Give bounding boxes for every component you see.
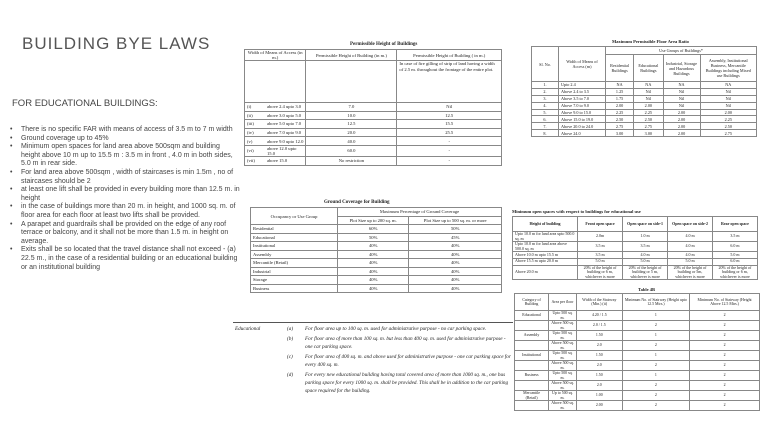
header-cell: Open space on side-1 — [623, 217, 668, 232]
table-cell: above 12.0 upto 15.0 — [265, 145, 306, 156]
table-cell: 60.0 — [306, 145, 397, 156]
header-cell: Plot Size up to 200 sq. m. — [338, 216, 409, 225]
table-cell: 2.50 — [700, 123, 756, 130]
coverage-table — [250, 207, 502, 293]
table-cell: 2.0m — [578, 232, 623, 242]
table-cell: Above 24.0 — [559, 130, 606, 137]
table-cell: 1.25 — [606, 88, 634, 95]
table-cell: 40% — [338, 276, 409, 285]
header-cell: Sl. No. — [532, 47, 559, 82]
table-cell: 50% — [409, 225, 502, 234]
item-label: (a) — [287, 326, 294, 332]
header-cell: Residential Buildings — [606, 55, 634, 82]
table-cell: NA — [606, 82, 634, 89]
header-cell: Rear open space — [712, 217, 757, 232]
table-cell: 3.00 — [606, 130, 634, 137]
table-cell: 2.00 — [576, 401, 622, 411]
coverage-table-caption: Ground Coverage for Building — [324, 200, 390, 205]
table-cell: Above 15.0 to 19.0 — [559, 116, 606, 123]
bullet-item: • Ground coverage up to 45% — [10, 135, 240, 144]
table-cell: above 15.0 — [265, 156, 306, 165]
table-row — [251, 250, 502, 259]
header-cell: Industrial, Storage and Hazardous Buildings — [663, 55, 700, 82]
table-cell: 2.00 — [663, 123, 700, 130]
table-cell: 5. — [532, 109, 559, 116]
table-cell: 40% — [338, 267, 409, 276]
table-row — [515, 341, 760, 351]
table-cell: 2.50 — [634, 116, 663, 123]
table-cell: 2.25 — [700, 116, 756, 123]
table-cell: 40% — [409, 259, 502, 268]
table-cell: 5.0 m — [712, 252, 757, 259]
header-cell: Width of Means of Access (m) — [559, 47, 606, 82]
table-cell: 2.00 — [663, 109, 700, 116]
item-text: For floor area up to 100 sq. m. used for administrative purpose - no car parking space. — [305, 326, 487, 332]
table-cell: 2.50 — [606, 116, 634, 123]
table-cell: 2 — [622, 361, 689, 371]
table-row — [245, 145, 502, 156]
header-cell: Width of Means of Access (in m.) — [245, 50, 306, 61]
table-cell: Mercantile (Retail) — [251, 259, 338, 268]
table-row — [513, 265, 758, 280]
table-cell: 4.20 / 1.5 — [576, 311, 622, 321]
header-cell: Maximum Percentage of Ground Coverage — [338, 208, 502, 217]
table-cell: 2.00 — [663, 116, 700, 123]
table-cell: Nil — [397, 103, 502, 112]
header-cell: Minimum No. of Stairway (Height Above 12.5 Mtrs.) — [690, 294, 760, 311]
table-cell: Business — [251, 284, 338, 293]
table-cell: 2 — [622, 381, 689, 391]
header-cell: Open space on side-2 — [668, 217, 713, 232]
table-cell: Educational — [515, 311, 549, 321]
table-cell: 3.5 m — [712, 232, 757, 242]
table-cell: 4.0 m — [623, 252, 668, 259]
header-cell: Area per floor — [549, 294, 577, 311]
table-cell: (i) — [245, 103, 266, 112]
table-row — [251, 233, 502, 242]
table-cell: 40% — [409, 284, 502, 293]
table-cell: 5.0 m — [578, 258, 623, 265]
table-cell: 20% of the height of building or 6 m, whichever is more — [712, 265, 757, 280]
table-cell: 3.5 m — [578, 242, 623, 252]
table-cell: 40% — [338, 284, 409, 293]
page-title: BUILDING BYE LAWS — [22, 34, 211, 53]
table-cell — [515, 401, 549, 411]
table-cell: Upto 500 sq. m. — [549, 371, 577, 381]
table-cell: Assembly — [251, 250, 338, 259]
table-row — [251, 267, 502, 276]
category-cell: Educational — [235, 326, 261, 332]
table-cell: 2 — [622, 391, 689, 401]
table-row — [513, 252, 758, 259]
table-cell: Upto 10.0 m for land area upto 500.0 sq. m — [513, 232, 578, 242]
table-row — [233, 333, 513, 351]
table-cell: (ii) — [245, 111, 266, 120]
table-cell: (iii) — [245, 120, 266, 129]
table-cell: 2.25 — [634, 109, 663, 116]
table-row — [245, 137, 502, 146]
header-cell: Category of Building — [515, 294, 549, 311]
table-cell: 20% of the height of building or 6 m, whichever is more — [578, 265, 623, 280]
item-text: For floor area of 400 sq. m. and above used for administrative purpose - one car parking space for every 400 sq. m. — [305, 354, 511, 368]
table-cell: Above 500 sq. m. — [549, 361, 577, 371]
table-cell: Above 2.4 to 3.5 — [559, 88, 606, 95]
table-cell: 15.5 — [397, 120, 502, 129]
table-cell: Assembly — [515, 331, 549, 341]
table-cell: 40% — [338, 250, 409, 259]
table-row — [532, 109, 757, 116]
table-header-row — [251, 208, 502, 217]
header-cell: Plot Size up to 500 sq. m. or more — [409, 216, 502, 225]
table-cell: 2 — [690, 321, 760, 331]
table-cell: 1.50 — [576, 331, 622, 341]
table-cell: 2.0 — [576, 381, 622, 391]
bullet-list — [10, 126, 240, 272]
table-cell: 2 — [690, 331, 760, 341]
table-cell: Above 9.0 to 15.0 — [559, 109, 606, 116]
table-row — [251, 225, 502, 234]
table-cell: 1.50 — [576, 351, 622, 361]
table-cell: 2.00 — [634, 102, 663, 109]
table-cell: NA — [700, 82, 756, 89]
table-cell: 4.0 m — [668, 242, 713, 252]
table-cell: Nil — [663, 88, 700, 95]
table-cell: Mercantile (Retail) — [515, 391, 549, 401]
height-table — [244, 49, 502, 166]
table-cell: Above 15.5 m upto 20.0 m — [513, 258, 578, 265]
table-cell: - — [397, 137, 502, 146]
table-cell: NA — [663, 82, 700, 89]
table-cell: 25.5 — [397, 128, 502, 137]
table-cell: - — [397, 145, 502, 156]
bullet-item: • Minimum open spaces for land area above 500sqm and building height above 10 m up to 15.5 m : 3.5 m in front , 4.0 m in both sides, 5.0 m in rear side. — [10, 143, 240, 169]
table-row — [245, 156, 502, 165]
table-row — [233, 351, 513, 369]
header-cell: Minimum No. of Stairway (Height upto 12.5 Mtrs.) — [622, 294, 689, 311]
category-cell — [233, 333, 285, 351]
table-cell: 2 — [690, 401, 760, 411]
table-cell: - — [397, 156, 502, 165]
table-row — [245, 120, 502, 129]
table-cell: 3.00 — [634, 130, 663, 137]
table-cell — [515, 381, 549, 391]
section-heading: FOR EDUCATIONAL BUILDINGS: — [12, 98, 158, 109]
table-row — [515, 311, 760, 321]
table-cell: Nil — [634, 88, 663, 95]
table-cell: Educational — [251, 233, 338, 242]
table-cell: 1.0 m — [623, 232, 668, 242]
table-cell: Above 500 sq. m. — [549, 401, 577, 411]
table-cell: 1 — [622, 351, 689, 361]
table-cell: 1 — [622, 311, 689, 321]
table-cell: (v) — [245, 137, 266, 146]
table-cell: Industrial — [251, 267, 338, 276]
table-cell: Storage — [251, 276, 338, 285]
table-cell: 40% — [409, 276, 502, 285]
table-cell: Nil — [634, 95, 663, 102]
table-header-row — [245, 50, 502, 61]
table-cell: 1 — [622, 331, 689, 341]
table-row — [532, 88, 757, 95]
bullet-item: • at least one lift shall be provided in every building more than 12.5 m. in height — [10, 186, 240, 203]
table-cell: above 5.0 upto 7.0 — [265, 120, 306, 129]
parking-table — [233, 322, 513, 395]
table-cell: 40% — [338, 259, 409, 268]
header-cell: Permissible Height of Building ( in m.) — [397, 50, 502, 61]
table-cell: 20% of the height of building or 5 m, whichever is more — [623, 265, 668, 280]
header-cell: Educational Buildings — [634, 55, 663, 82]
table-cell: 3.5 m — [623, 242, 668, 252]
table-cell: 40% — [338, 242, 409, 251]
item-text: For floor area of more than 100 sq. m. but less than 400 sq. m. used for administrative purpose - one car parking space. — [305, 336, 506, 350]
category-cell — [233, 369, 285, 395]
staircase-table — [514, 293, 760, 411]
table-cell: 2.0 / 1.5 — [576, 321, 622, 331]
table-cell: 2 — [690, 391, 760, 401]
item-label: (b) — [287, 336, 294, 342]
table-cell: 20% of the height of building or 5m, whichever is more — [668, 265, 713, 280]
table-row — [532, 102, 757, 109]
table-cell: 1 — [622, 371, 689, 381]
table-cell: Above 3.5 to 7.0 — [559, 95, 606, 102]
table-cell: Upto 500 sq. m. — [549, 351, 577, 361]
table-row — [515, 351, 760, 361]
table-cell: (vii) — [245, 156, 266, 165]
staircase-table-caption: Table 4B — [638, 287, 655, 292]
table-cell: Nil — [700, 102, 756, 109]
table-cell: Institutional — [515, 351, 549, 361]
table-cell: 3.5 m — [578, 252, 623, 259]
bullet-item: • For land area above 500sqm , width of staircases is min 1.5m , no of staircases should be 2 — [10, 169, 240, 186]
table-cell: Business — [515, 371, 549, 381]
table-cell: 2.00 — [663, 130, 700, 137]
table-row — [251, 284, 502, 293]
table-cell: 2 — [690, 311, 760, 321]
table-cell — [515, 341, 549, 351]
table-cell: 4.0 m — [668, 252, 713, 259]
item-label: (c) — [287, 354, 293, 360]
table-cell: 2 — [690, 371, 760, 381]
table-row — [251, 259, 502, 268]
table-row — [515, 361, 760, 371]
bullet-item: • in the case of buildings more than 20 m. in height, and 1000 sq. m. of floor area for each floor at least two lifts shall be provided. — [10, 203, 240, 220]
table-cell: 20.0 — [306, 128, 397, 137]
height-table-caption: Permissible Height of Buildings — [350, 42, 418, 47]
table-cell: 2.0 — [576, 341, 622, 351]
table-cell: 1.00 — [576, 391, 622, 401]
open-space-table-caption: Minimum open spaces with respect to buildings for educational use — [512, 209, 641, 214]
table-cell: Nil — [700, 95, 756, 102]
table-cell: 2 — [690, 361, 760, 371]
table-cell: 2 — [690, 341, 760, 351]
table-row — [532, 95, 757, 102]
table-cell: 40.0 — [306, 137, 397, 146]
table-cell: Upto 2.4 — [559, 82, 606, 89]
table-cell: 10.0 — [306, 111, 397, 120]
table-cell: 2.0 — [576, 361, 622, 371]
table-cell: Above 20.0 to 24.0 — [559, 123, 606, 130]
table-cell: 2.25 — [606, 109, 634, 116]
header-cell: Occupancy or Use Group — [251, 208, 338, 225]
table-row — [532, 123, 757, 130]
table-cell: 40% — [409, 267, 502, 276]
table-row — [515, 401, 760, 411]
open-space-table — [512, 216, 758, 280]
table-row — [515, 371, 760, 381]
table-header-row — [513, 217, 758, 232]
table-row — [245, 111, 502, 120]
table-row — [245, 128, 502, 137]
table-cell: 2.75 — [700, 130, 756, 137]
table-cell: 8. — [532, 130, 559, 137]
table-row — [251, 276, 502, 285]
table-row — [515, 391, 760, 401]
table-cell: 5.0 m — [668, 258, 713, 265]
table-cell: Nil — [700, 88, 756, 95]
table-cell: Upto 500 sq. m. — [549, 311, 577, 321]
header-cell: Permissible Height of Building (in m.) — [306, 50, 397, 61]
table-row — [515, 321, 760, 331]
table-cell: 6. — [532, 116, 559, 123]
table-row — [245, 61, 502, 103]
table-cell: 12.5 — [397, 111, 502, 120]
header-cell: Width of the Stairway (Min.) (ii) — [576, 294, 622, 311]
table-cell: (iv) — [245, 128, 266, 137]
table-cell: Above 500 sq. m. — [549, 321, 577, 331]
table-cell: Above 10.0 m upto 15.5 m — [513, 252, 578, 259]
table-cell: 5.0 m — [623, 258, 668, 265]
table-row — [513, 232, 758, 242]
bullet-item: • A parapet and guardrails shall be provided on the edge of any roof terrace or balcony, and it shall not be more than 1.5 m. in height on average. — [10, 221, 240, 247]
table-cell: above 2.4 upto 3.0 — [265, 103, 306, 112]
header-cell: Front open space — [578, 217, 623, 232]
table-header-row — [515, 294, 760, 311]
table-cell: 7. — [532, 123, 559, 130]
bullet-item: • Exits shall be so located that the travel distance shall not exceed - (a) 22.5 m., in the case of a residential building or an educational building or an institutional building — [10, 246, 240, 272]
table-cell: 2 — [622, 341, 689, 351]
table-cell: Up to 500 sq. m. — [549, 391, 577, 401]
table-cell: 3. — [532, 95, 559, 102]
table-cell: 40% — [409, 250, 502, 259]
table-cell: Residential — [251, 225, 338, 234]
table-cell: 6.0 m — [712, 242, 757, 252]
table-row — [245, 103, 502, 112]
table-cell: Upto 500 sq. m. — [549, 331, 577, 341]
table-cell — [306, 61, 397, 103]
table-cell: 2 — [690, 351, 760, 361]
table-cell: above 9.0 upto 12.0 — [265, 137, 306, 146]
table-row — [513, 242, 758, 252]
table-cell: Above 500 sq. m. — [549, 341, 577, 351]
table-cell: 2.00 — [700, 109, 756, 116]
table-cell — [245, 61, 306, 103]
table-cell: 1.50 — [576, 371, 622, 381]
table-cell: No restriction — [306, 156, 397, 165]
header-cell: Height of building — [513, 217, 578, 232]
table-cell: 45% — [409, 233, 502, 242]
table-cell: Nil — [663, 102, 700, 109]
table-row — [515, 381, 760, 391]
table-cell: Institutional — [251, 242, 338, 251]
table-row — [251, 242, 502, 251]
table-cell: NA — [634, 82, 663, 89]
header-cell: Assembly, Institutional Business, Mercantile Buildings including Mixed use Buildings — [700, 55, 756, 82]
header-cell: Use Groups of Buildings* — [606, 47, 757, 55]
table-cell: 4. — [532, 102, 559, 109]
table-row — [233, 369, 513, 395]
table-cell: above 7.0 upto 9.0 — [265, 128, 306, 137]
note-cell: In case of fire gilling of strip of land having a width of 2.5 m. throughout the frontage of the entire plot. — [397, 61, 502, 103]
item-label: (d) — [287, 372, 294, 378]
table-row — [515, 331, 760, 341]
table-cell: 2 — [690, 381, 760, 391]
table-cell: 12.5 — [306, 120, 397, 129]
table-cell — [515, 321, 549, 331]
table-cell: 1. — [532, 82, 559, 89]
far-table-caption: Maximum Permissible Floor Area Ratio — [612, 39, 689, 44]
table-cell: 2.75 — [634, 123, 663, 130]
table-cell: Above 7.0 to 9.0 — [559, 102, 606, 109]
table-cell: 2 — [622, 401, 689, 411]
table-cell: Upto 10.0 m for land area above 500.0 sq. m — [513, 242, 578, 252]
table-cell: 7.0 — [306, 103, 397, 112]
table-cell: 2 — [622, 321, 689, 331]
bullet-item: • There is no specific FAR with means of access of 3.5 m to 7 m width — [10, 126, 240, 135]
table-cell: 6.0 m — [712, 258, 757, 265]
table-cell: Above 20.0 m — [513, 265, 578, 280]
item-text: For every new educational building having total covered area of more than 1000 sq. m., one bus parking space for every 1000 sq. m. shall be provided. This shall be in addition to the car parking space required for the building. — [305, 372, 509, 394]
table-cell: 2. — [532, 88, 559, 95]
table-cell: 2.00 — [606, 102, 634, 109]
table-cell: above 3.0 upto 5.0 — [265, 111, 306, 120]
table-row — [233, 323, 513, 334]
category-cell — [233, 351, 285, 369]
table-header-row — [532, 47, 757, 55]
far-table — [531, 46, 757, 137]
table-cell: 4.0 m — [668, 232, 713, 242]
table-cell: 40% — [409, 242, 502, 251]
table-cell: Above 500 sq. m. — [549, 381, 577, 391]
table-row — [532, 82, 757, 89]
table-cell: (vi) — [245, 145, 266, 156]
table-cell: 1.75 — [606, 95, 634, 102]
table-row — [532, 130, 757, 137]
table-row — [532, 116, 757, 123]
table-cell: 60% — [338, 225, 409, 234]
table-cell: 2.75 — [606, 123, 634, 130]
table-cell: Nil — [663, 95, 700, 102]
table-cell: 50% — [338, 233, 409, 242]
table-cell — [515, 361, 549, 371]
